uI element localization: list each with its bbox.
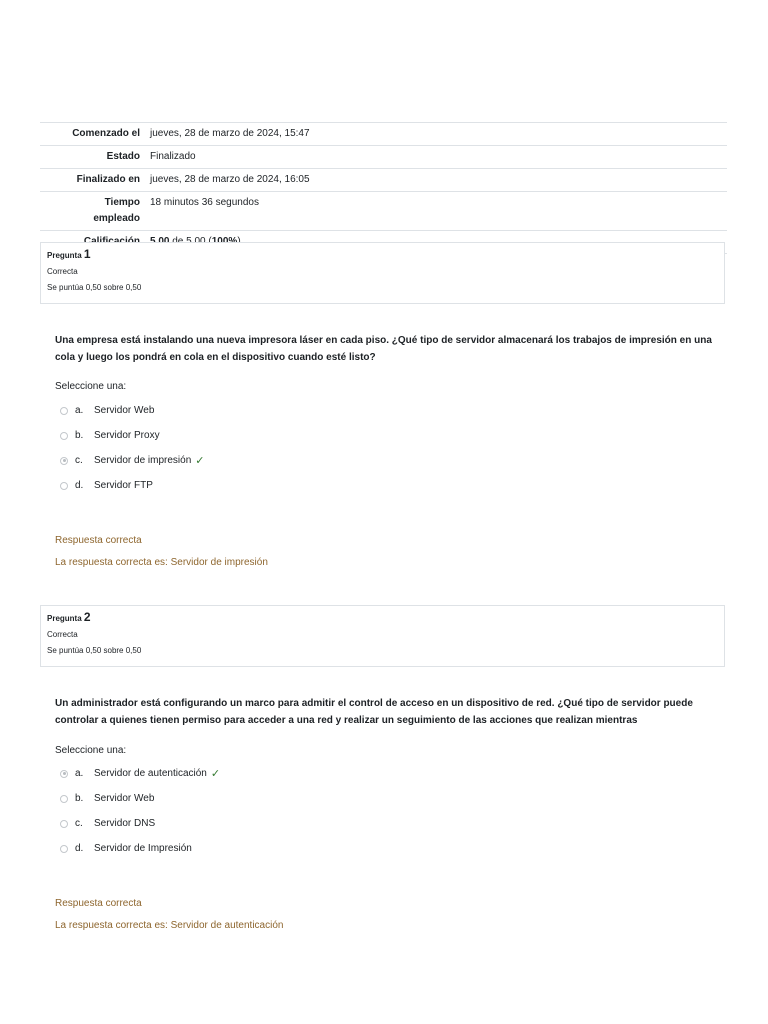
answer-option[interactable] [60, 786, 220, 811]
select-prompt: Seleccione una: [55, 745, 127, 756]
radio-button[interactable] [60, 845, 68, 853]
question-text: Una empresa está instalando una nueva impresora láser en cada piso. ¿Qué tipo de servidor almacenará los trabajos de impresión en una cola y luego los pondrá en cola en el dispositivo cuando esté listo? [55, 335, 712, 363]
option-text: Servidor Web [94, 793, 155, 804]
option-letter: d. [75, 480, 84, 491]
right-answer-text: La respuesta correcta es: Servidor de impresión [55, 557, 268, 568]
summary-label [40, 192, 150, 231]
summary-label: Comenzado el [40, 123, 150, 146]
summary-value: jueves, 28 de marzo de 2024, 16:05 [150, 169, 727, 192]
radio-button-selected[interactable] [60, 457, 68, 465]
summary-value: 18 minutos 36 segundos [150, 192, 727, 231]
question-number-value: 1 [83, 247, 91, 261]
summary-value: Finalizado [150, 146, 727, 169]
check-icon: ✓ [195, 455, 205, 467]
summary-row-started [40, 123, 727, 146]
answer-option-selected[interactable] [60, 448, 204, 473]
answer-option[interactable] [60, 811, 220, 836]
radio-button[interactable] [60, 432, 68, 440]
summary-label: Finalizado en [40, 169, 150, 192]
answer-option[interactable] [60, 423, 204, 448]
question-mark: Se puntúa 0,50 sobre 0,50 [47, 646, 142, 655]
summary-label-line2: empleado [93, 213, 140, 224]
option-text: Servidor de Impresión [94, 843, 192, 854]
option-letter: a. [75, 405, 84, 416]
attempt-summary-table [40, 122, 727, 254]
question-state: Correcta [47, 267, 78, 276]
radio-button-selected[interactable] [60, 770, 68, 778]
question-mark: Se puntúa 0,50 sobre 0,50 [47, 283, 142, 292]
option-text: Servidor FTP [94, 480, 153, 491]
check-icon: ✓ [210, 768, 221, 780]
radio-button[interactable] [60, 482, 68, 490]
summary-row-finished [40, 169, 727, 192]
summary-value: jueves, 28 de marzo de 2024, 15:47 [150, 123, 727, 146]
summary-label: Estado [40, 146, 150, 169]
option-text: Servidor Web [94, 405, 155, 416]
radio-button[interactable] [60, 407, 68, 415]
summary-label-line1: Tiempo [104, 197, 140, 208]
option-letter: c. [75, 818, 83, 829]
summary-row-time [40, 192, 727, 231]
option-text: Servidor de impresión [94, 455, 192, 466]
answer-options [60, 761, 220, 861]
option-text: Servidor de autenticación [94, 768, 207, 779]
radio-button[interactable] [60, 820, 68, 828]
select-prompt: Seleccione una: [55, 381, 127, 392]
option-text: Servidor DNS [94, 818, 156, 829]
option-letter: b. [75, 430, 84, 441]
feedback-text: Respuesta correcta [55, 535, 142, 546]
option-letter: c. [75, 455, 83, 466]
summary-row-state [40, 146, 727, 169]
answer-option[interactable] [60, 836, 220, 861]
option-text: Servidor Proxy [94, 430, 160, 441]
question-text: Un administrador está configurando un marco para admitir el control de acceso en un dispositivo de red. ¿Qué tipo de servidor puede controlar a quienes tienen permiso para acceder a una red y realizar un seguimiento de las acciones que realizan mientras [55, 698, 693, 726]
answer-options [60, 398, 204, 498]
question-number [47, 611, 718, 625]
question-state: Correcta [47, 630, 78, 639]
question-number-value: 2 [83, 610, 91, 624]
question-info-box [40, 242, 725, 304]
radio-button[interactable] [60, 795, 68, 803]
answer-option[interactable] [60, 473, 204, 498]
option-letter: d. [75, 843, 84, 854]
feedback-text: Respuesta correcta [55, 898, 142, 909]
right-answer-text: La respuesta correcta es: Servidor de autenticación [55, 920, 284, 931]
question-label: Pregunta [47, 614, 82, 623]
option-letter: a. [75, 768, 84, 779]
answer-option-selected[interactable] [60, 761, 220, 786]
option-letter: b. [75, 793, 84, 804]
question-info-box [40, 605, 725, 667]
answer-option[interactable] [60, 398, 204, 423]
question-label: Pregunta [47, 251, 82, 260]
question-number [47, 248, 718, 262]
